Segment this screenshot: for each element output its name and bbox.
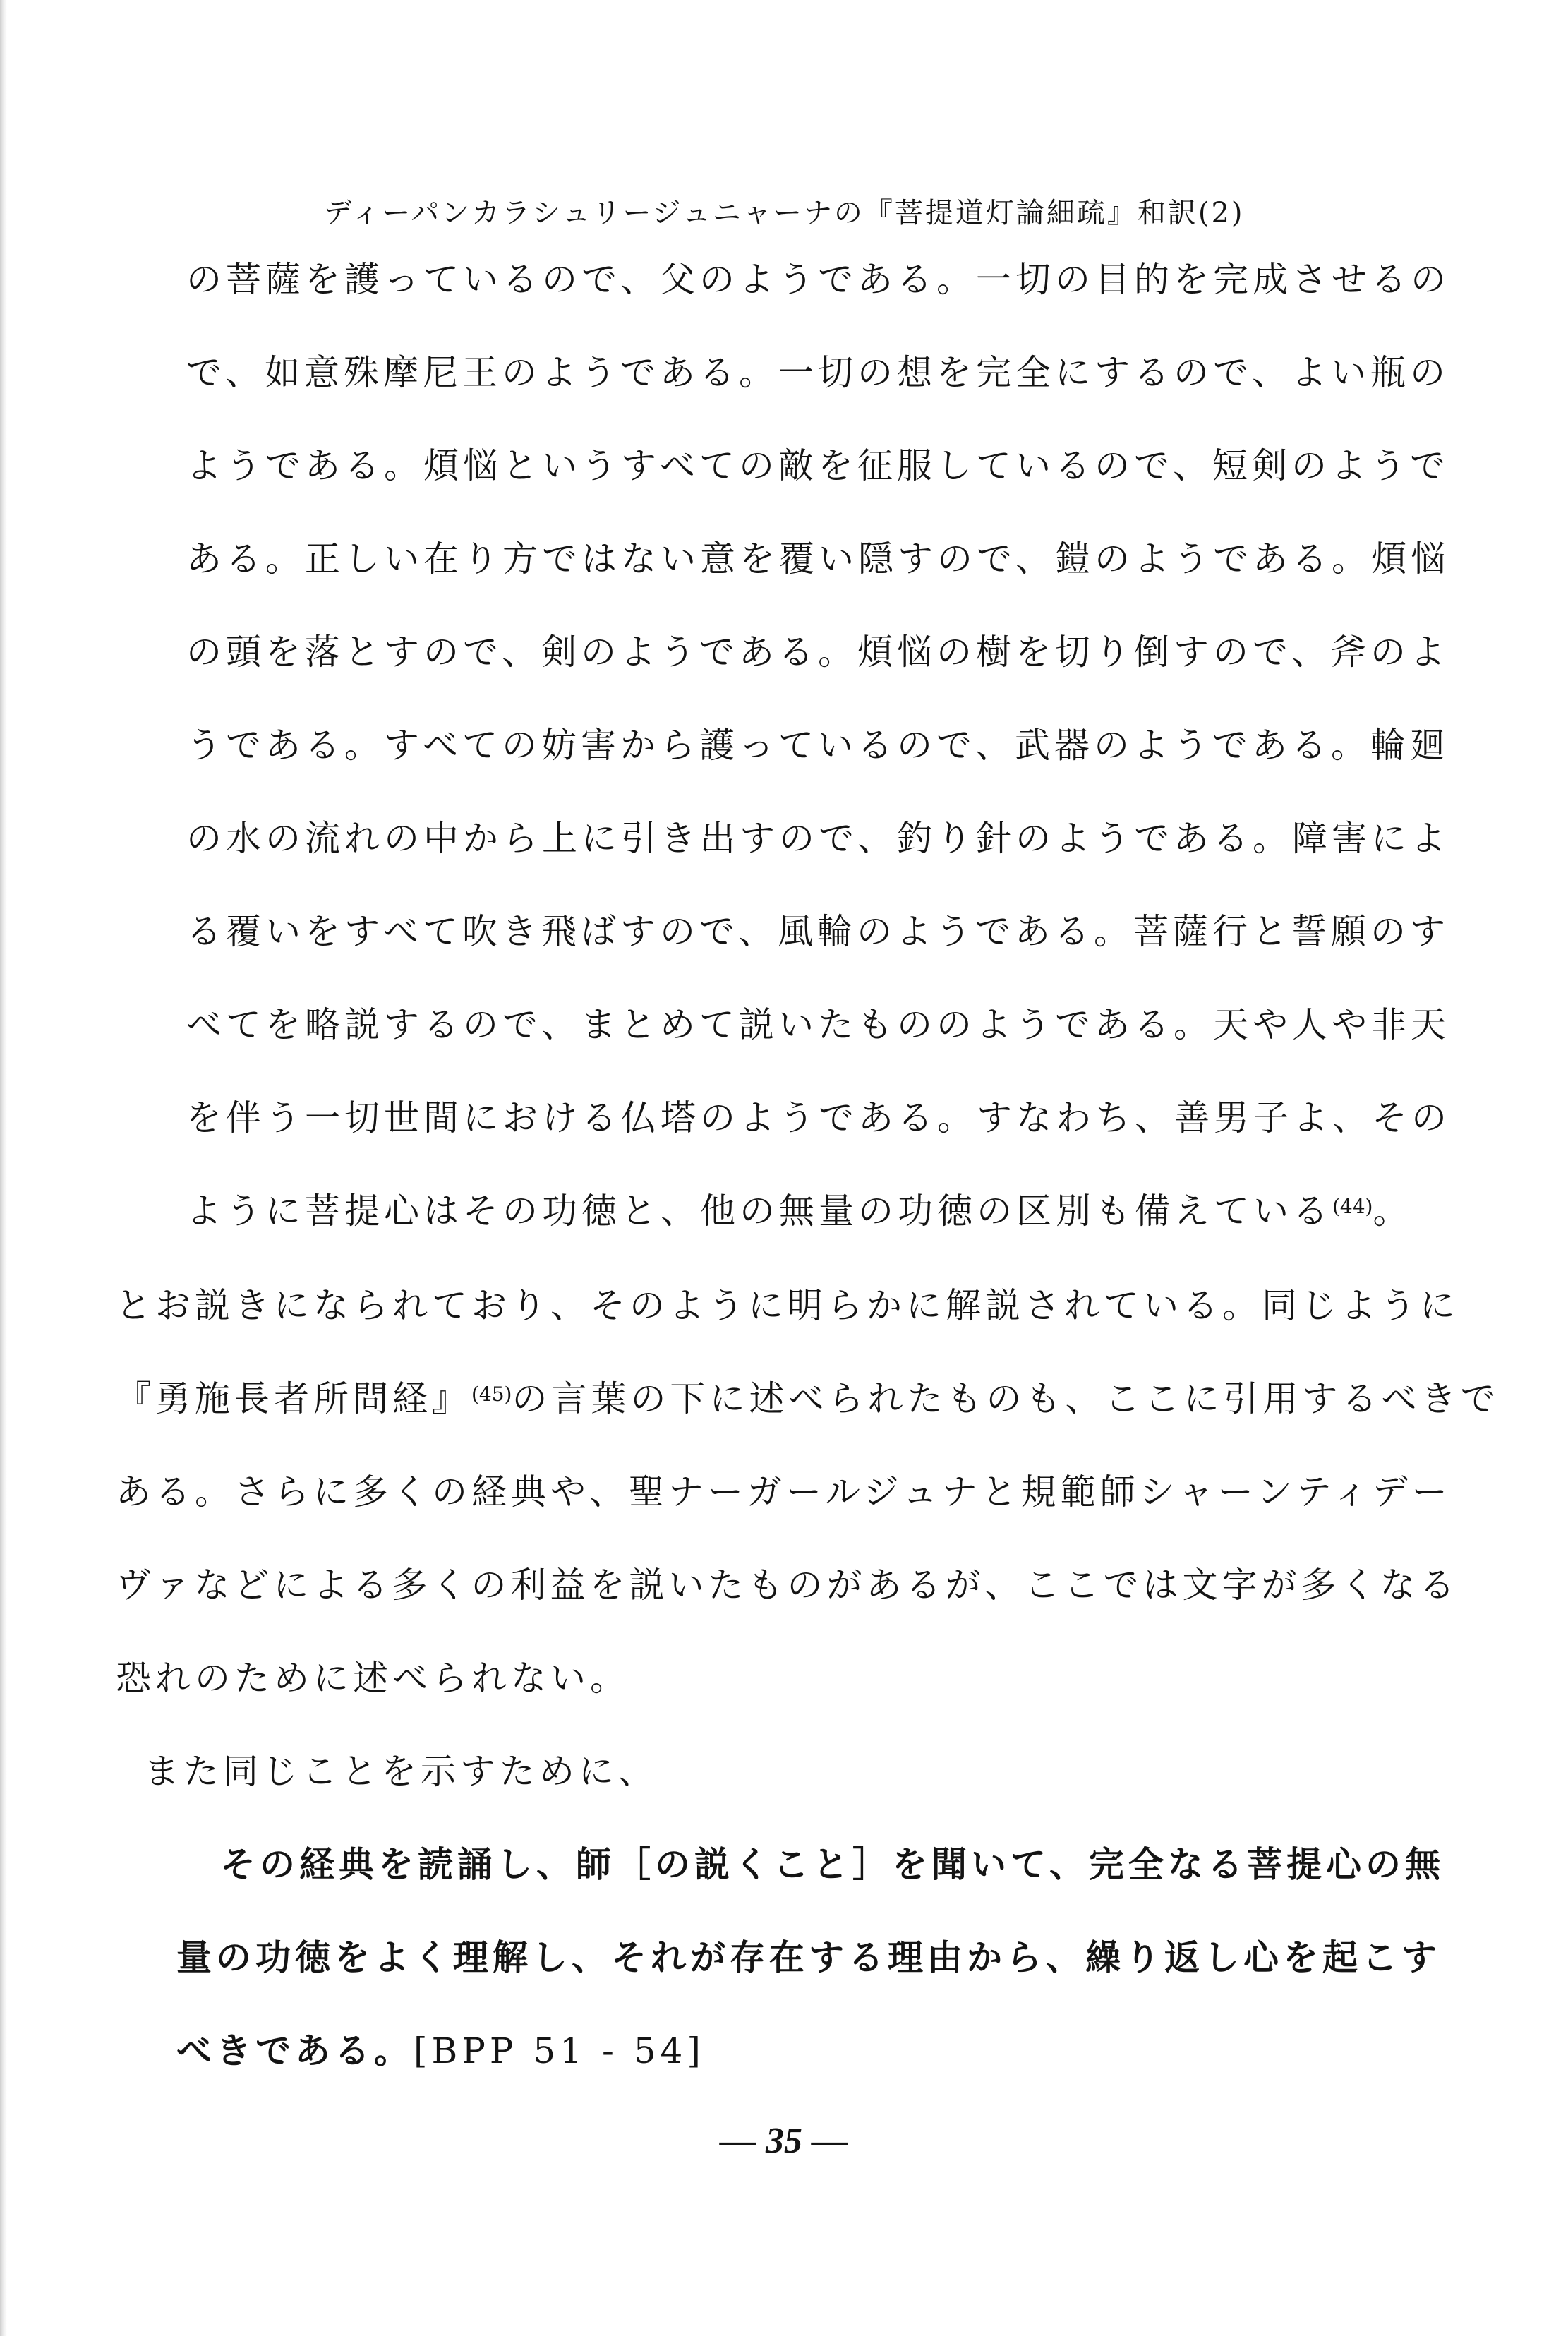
verse-line: [176, 2030, 705, 2072]
body-line: [116, 1378, 1500, 1420]
footnote-ref-45: (45): [471, 1383, 512, 1406]
quote-line: る覆いをすべて吹き飛ばすので、風輪のようである。菩薩行と誓願のす: [186, 911, 1449, 952]
quote-line: ある。正しい在り方ではない意を覆い隠すので、鎧のようである。煩悩: [186, 538, 1450, 579]
quote-line: の水の流れの中から上に引き出すので、釣り針のようである。障害によ: [186, 818, 1450, 859]
scan-edge: [0, 0, 7, 2336]
body-line: 恐れのために述べられない。: [116, 1658, 629, 1699]
body-line: ある。さらに多くの経典や、聖ナーガールジュナと規範師シャーンティデー: [116, 1471, 1452, 1512]
quote-line: で、如意殊摩尼王のようである。一切の想を完全にするので、よい瓶の: [186, 352, 1449, 393]
page-number: — 35 —: [720, 2121, 848, 2161]
running-title: ディーパンカラシュリージュニャーナの『菩提道灯論細疏』和訳(2): [323, 197, 1245, 229]
verse-line: 量の功徳をよく理解し、それが存在する理由から、繰り返し心を起こす: [176, 1937, 1441, 1978]
body-line: ヴァなどによる多くの利益を説いたものがあるが、ここでは文字が多くなる: [116, 1565, 1459, 1606]
quote-line: ようである。煩悩というすべての敵を征服しているので、短剣のようで: [186, 445, 1449, 486]
quote-line: べてを略説するので、まとめて説いたもののようである。天や人や非天: [186, 1004, 1450, 1045]
quote-end: 。: [1373, 1191, 1413, 1232]
verse-text: べきである。: [176, 2030, 414, 2071]
verse-line: その経典を読誦し、師［の説くこと］を聞いて、完全なる菩提心の無: [220, 1844, 1445, 1885]
quote-text: ように菩提心はその功徳と、他の無量の功徳の区別も備えている: [186, 1191, 1332, 1232]
quote-line: の菩薩を護っているので、父のようである。一切の目的を完成させるの: [186, 259, 1450, 300]
quote-line: を伴う一切世間における仏塔のようである。すなわち、善男子よ、その: [186, 1097, 1451, 1138]
sutra-title: 『勇施長者所問経』: [116, 1378, 471, 1419]
quote-line: の頭を落とすので、剣のようである。煩悩の樹を切り倒すので、斧のよ: [186, 632, 1449, 673]
body-text: の言葉の下に述べられたものも、ここに引用するべきで: [512, 1378, 1500, 1419]
quote-line: うである。すべての妨害から護っているので、武器のようである。輪廻: [186, 725, 1449, 766]
quote-line-last: [186, 1190, 1412, 1232]
footnote-ref-44: (44): [1332, 1195, 1373, 1218]
body-line: とお説きになられており、そのように明らかに解説されている。同じように: [116, 1285, 1459, 1326]
body-line: また同じことを示すために、: [144, 1751, 658, 1792]
verse-reference: [BPP 51 - 54]: [414, 2030, 705, 2071]
